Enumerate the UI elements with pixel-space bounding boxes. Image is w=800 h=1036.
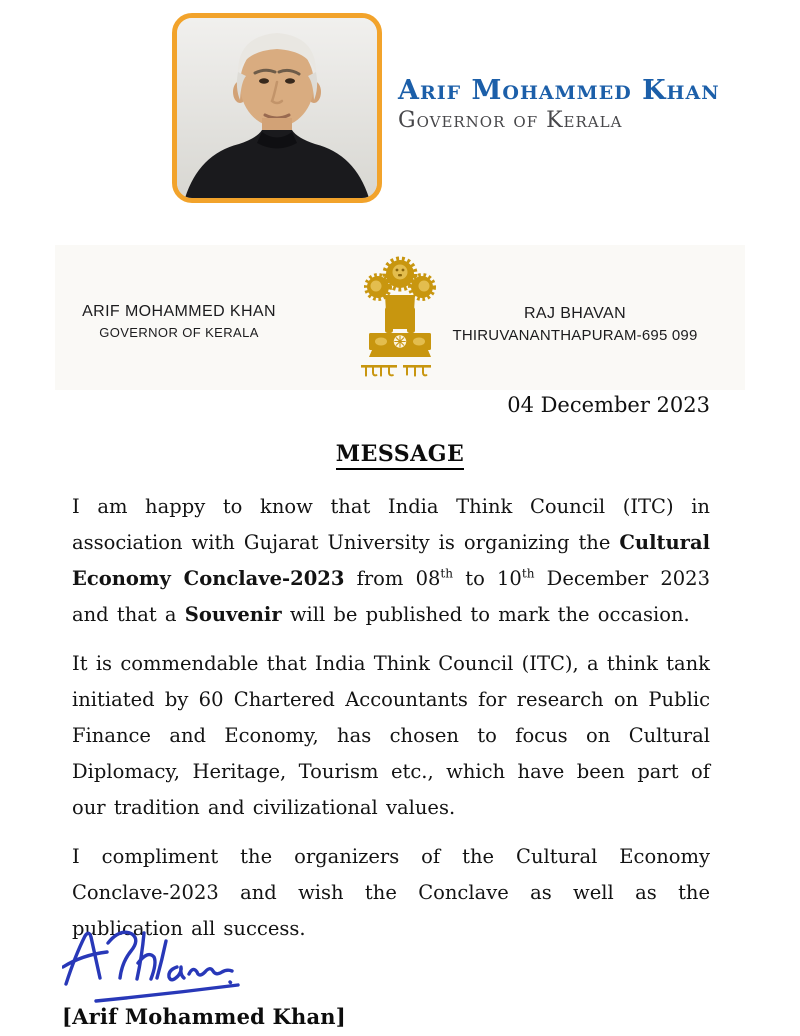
letterhead-address-block	[435, 305, 715, 344]
signature	[62, 926, 240, 1004]
governor-photo	[172, 13, 382, 203]
paragraph-3: I compliment the organizers of the Cultural Economy Conclave-2023 and wish the Conclave as well as the publication all success.	[72, 845, 710, 940]
letterhead-title: GOVERNOR OF KERALA	[99, 325, 259, 340]
governor-name: Arif Mohammed Khan	[398, 75, 720, 106]
letterhead	[55, 245, 745, 390]
letter-body	[72, 489, 710, 947]
paragraph-2: It is commendable that India Think Council (ITC), a think tank initiated by 60 Chartered Accountants for research on Public Finance and Economy, has chosen to focus on Cultural Diplomacy, Heritage, Tourism etc., which have been part of our tradition and civilizational values.	[72, 652, 710, 819]
letter-date: 04 December 2023	[507, 393, 710, 417]
letterhead-name: ARIF MOHAMMED KHAN	[82, 303, 276, 320]
raj-bhavan-label: RAJ BHAVAN	[523, 305, 627, 322]
letterhead-name-block	[69, 303, 289, 340]
governor-title: Governor of Kerala	[398, 107, 623, 133]
portrait-illustration	[177, 18, 377, 198]
message-heading: MESSAGE	[336, 441, 465, 470]
paragraph-1: I am happy to know that India Think Council (ITC) in association with Gujarat University is organizing the Cultural Economy Conclave-2023 from 08th to 10th December 2023 and that a Souvenir will be published to mark the occasion.	[72, 495, 710, 626]
signatory-name: [Arif Mohammed Khan]	[62, 1004, 346, 1029]
city-pincode-label: THIRUVANANTHAPURAM-695 099	[452, 327, 698, 344]
header-name-block	[398, 76, 720, 134]
message-heading-row	[0, 441, 800, 470]
